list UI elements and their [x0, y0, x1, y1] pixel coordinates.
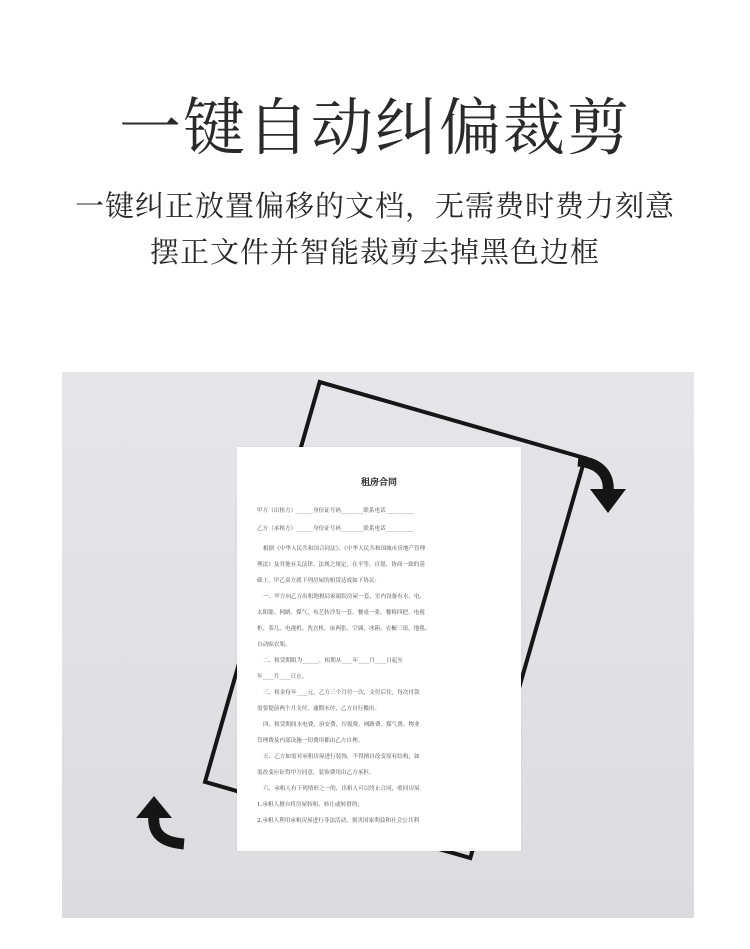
doc-line: 根据《中华人民共和国合同法》、《中华人民共和国城市房地产管理 [263, 546, 426, 552]
doc-line: 二、租赁期限为______，租期从____年____月____日起至 [263, 658, 403, 664]
doc-line: 1.承租人擅自将房屋转租、转让或转借的； [257, 802, 364, 808]
doc-line: 五、乙方如需对承租房屋进行装饰，不得擅自改变原有结构，如 [263, 754, 420, 760]
doc-line: 甲方（出租方）______身份证号码________联系电话__________ [257, 508, 414, 514]
document-title: 租房合同 [360, 478, 397, 488]
doc-line: 一、甲方向乙方出租地税局家属院房屋一套，室内设备有水、电、 [263, 594, 426, 600]
doc-line: 柜、茶几、电视机、洗衣机、床两张、空调、冰箱、衣橱三组、地毯、 [257, 626, 431, 632]
rotate-clockwise-arrow-icon [570, 455, 630, 517]
doc-line: 需改变应征得甲方同意，装饰费用由乙方承担。 [257, 770, 375, 776]
doc-line: 六、承租人有下列情形之一的，出租人可以终止合同，收回房屋： [263, 786, 426, 792]
doc-line: 需要提前两个月支付，逾期未付，乙方自行搬出。 [257, 706, 381, 712]
subtitle-line-1: 一键纠正放置偏移的文档，无需费时费力刻意 [74, 189, 675, 223]
doc-line: 三、租金每年____元，乙方三个月付一次，支付后住，每次付款 [263, 690, 420, 696]
doc-line: 2.承租人利用承租房屋进行非法活动，损害国家利益和社会公共利 [257, 818, 419, 824]
doc-line: 础上，甲乙双方就下列房屋的租赁达成如下协议： [257, 578, 381, 584]
doc-line: 四、租赁期间水电费、治安费、垃圾费、网路费、煤气费、物业 [263, 722, 420, 728]
rotate-arrow-icon [132, 792, 190, 850]
doc-line: 管理费及内部设施一切费用都由乙方自理。 [257, 738, 364, 744]
doc-line: 自动晾衣架。 [257, 642, 291, 648]
document-page [237, 447, 521, 851]
page-title: 一键自动纠偏裁剪 [118, 91, 631, 164]
doc-line: 乙方（承租方）______身份证号码________联系电话__________ [257, 526, 414, 532]
doc-line: 年____月____日止。 [257, 674, 308, 680]
doc-line: 理法》及其他有关法律、法规之规定，在平等、自愿、协商一致的基 [257, 562, 425, 568]
doc-line: 太阳能、网路、煤气、布艺转沙发一套、餐桌一张、餐椅四把、电视 [257, 610, 425, 616]
subtitle-line-2: 摆正文件并智能裁剪去掉黑色边框 [149, 235, 600, 269]
